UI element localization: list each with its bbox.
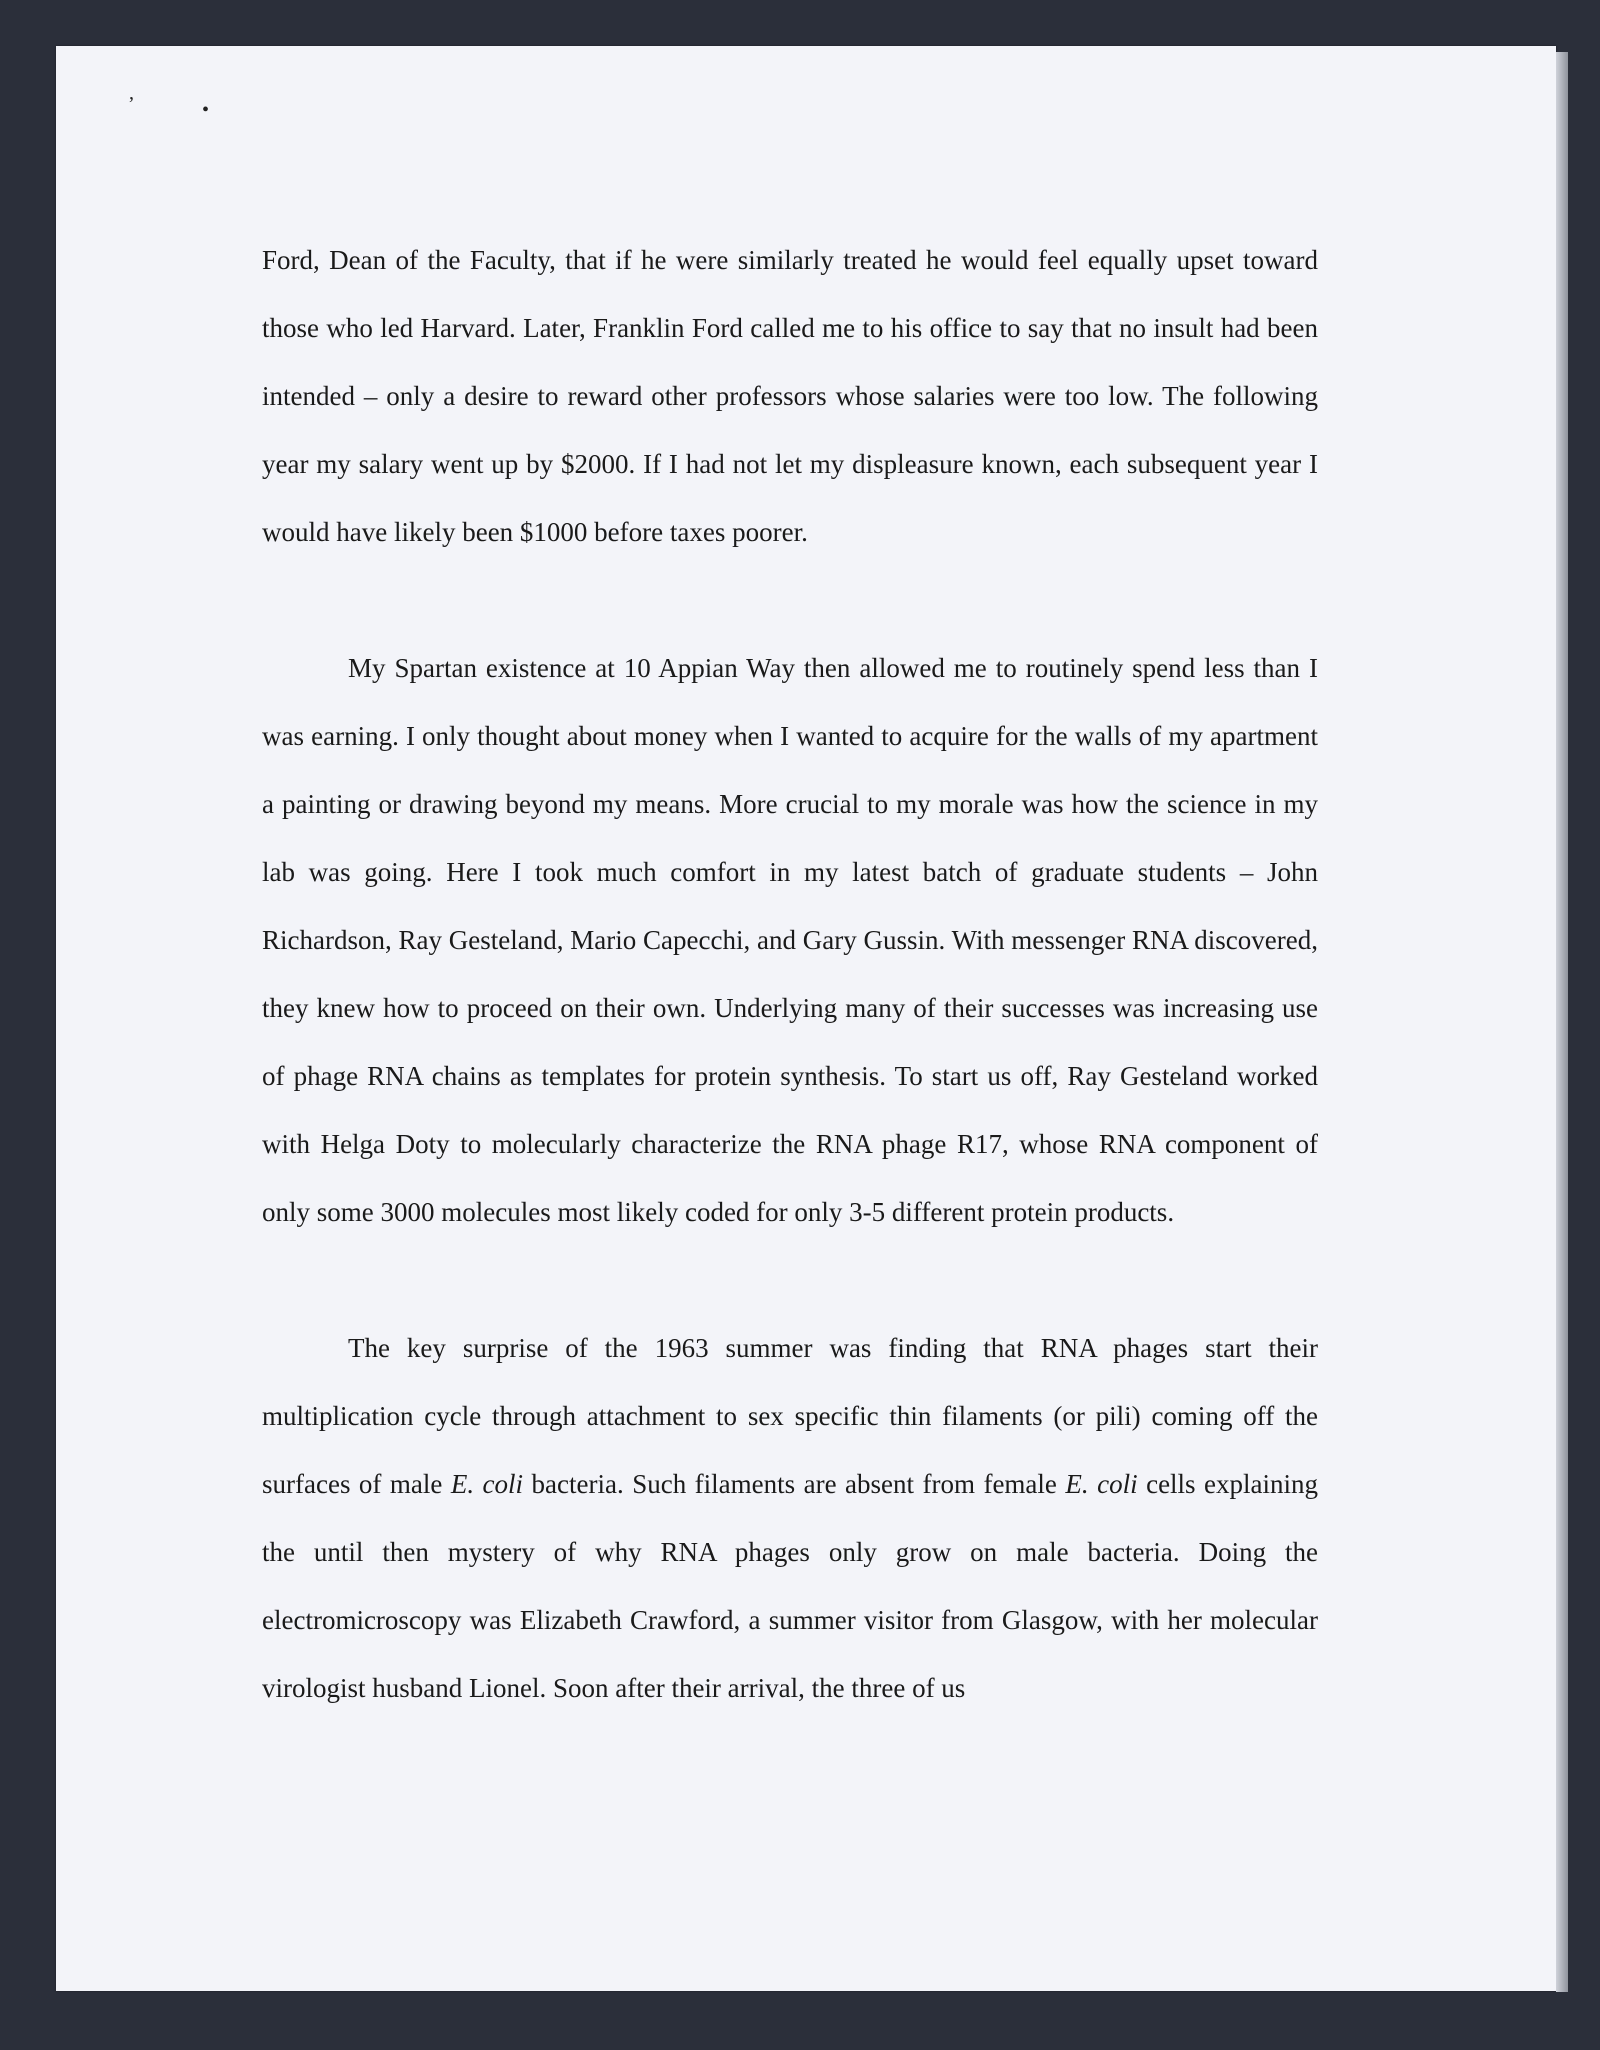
stray-mark: •	[202, 99, 210, 121]
page-edge	[1556, 52, 1568, 1992]
stray-mark: ’	[128, 93, 135, 115]
paragraph-3-text-c: cells explaining the until then mystery of why RNA phages only grow on male bacteria. Doing the electromicroscopy was Elizabeth Crawford, a summer visitor from Glasgow, with her molecular virologist husband Lionel. Soon after their arrival, the three of us	[262, 1469, 1319, 1703]
species-name: E. coli	[450, 1469, 524, 1499]
text-column	[262, 226, 1318, 1722]
paragraph-2	[262, 634, 1318, 1246]
paragraph-3-text-a: The key surprise of the 1963 summer was finding that RNA phages start their multiplication cycle through attachment to sex specific thin filaments (or pili) coming off the surfaces of male	[262, 1333, 1318, 1499]
paragraph-2-text: My Spartan existence at 10 Appian Way then allowed me to routinely spend less than I was earning. I only thought about money when I wanted to acquire for the walls of my apartment a painting or drawing beyond my means. More crucial to my morale was how the science in my lab was going. Here I took much comfort in my latest batch of graduate students – John Richardson, Ray Gesteland, Mario Capecchi, and Gary Gussin. With messenger RNA discovered, they knew how to proceed on their own. Underlying many of their successes was increasing use of phage RNA chains as templates for protein synthesis. To start us off, Ray Gesteland worked with Helga Doty to molecularly characterize the RNA phage R17, whose RNA component of only some 3000 molecules most likely coded for only 3-5 different protein products.	[262, 653, 1318, 1227]
paragraph-1	[262, 226, 1318, 566]
paragraph-3-text-b: bacteria. Such filaments are absent from female	[523, 1469, 1066, 1499]
paragraph-3	[262, 1314, 1318, 1722]
paragraph-1-text: Ford, Dean of the Faculty, that if he were similarly treated he would feel equally upset toward those who led Harvard. Later, Franklin Ford called me to his office to say that no insult had been intended – only a desire to reward other professors whose salaries were too low. The following year my salary went up by $2000. If I had not let my displeasure known, each subsequent year I would have likely been $1000 before taxes poorer.	[262, 245, 1318, 547]
species-name: E. coli	[1065, 1469, 1138, 1499]
